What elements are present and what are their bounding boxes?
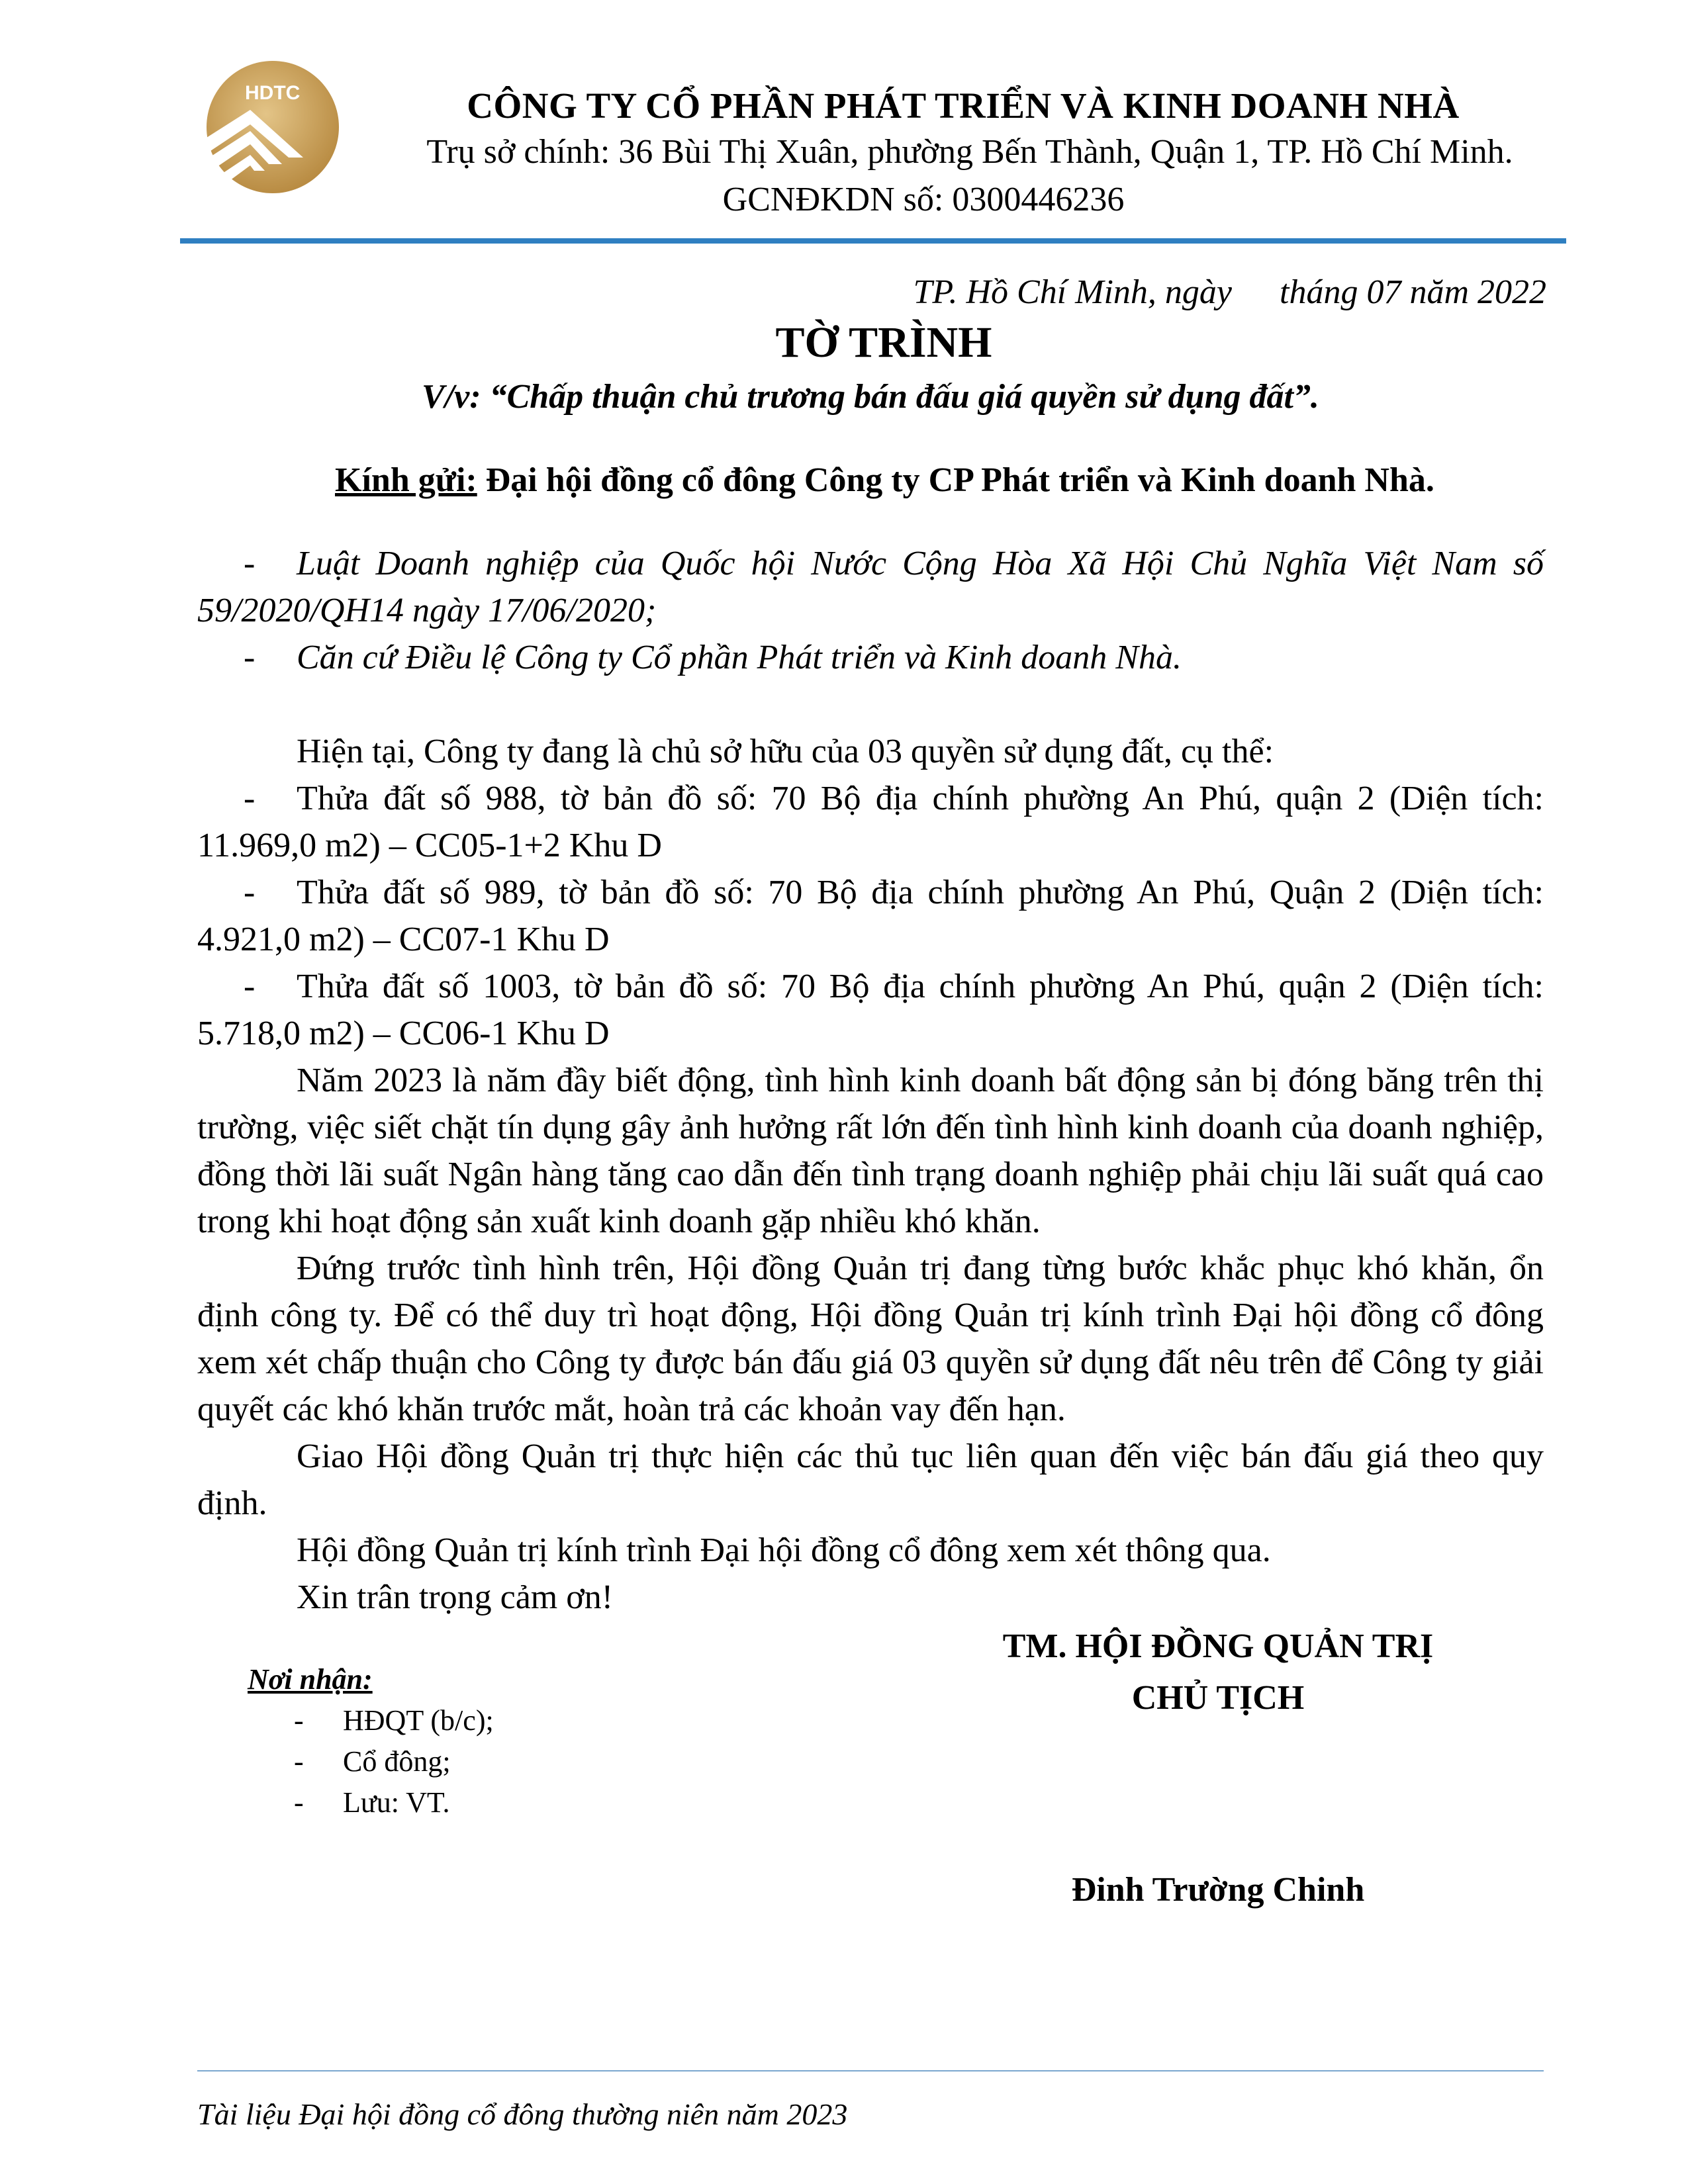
recipient-label: Kính gửi:: [335, 461, 477, 499]
closing-paragraph: Xin trân trọng cảm ơn!: [297, 1578, 614, 1616]
recipients-title: Nơi nhận:: [248, 1663, 373, 1696]
company-name: CÔNG TY CỔ PHẦN PHÁT TRIỂN VÀ KINH DOANH NHÀ: [467, 85, 1460, 126]
body-paragraph: Hội đồng Quản trị kính trình Đại hội đồng cổ đông xem xét thông qua.: [297, 1531, 1271, 1569]
date-month-year: tháng 07 năm 2022: [1280, 273, 1546, 311]
signature-position: CHỦ TỊCH: [1131, 1679, 1305, 1717]
legal-basis-item: - Căn cứ Điều lệ Công ty Cổ phần Phát triển và Kinh doanh Nhà.: [244, 639, 1182, 676]
header-divider: [180, 238, 1566, 244]
signature-org: TM. HỘI ĐỒNG QUẢN TRỊ: [1002, 1627, 1434, 1665]
signature-name: Đinh Trường Chinh: [1071, 1871, 1365, 1909]
document-title: TỜ TRÌNH: [775, 318, 992, 367]
date-line: [913, 273, 1546, 312]
body-paragraph: Đứng trước tình hình trên, Hội đồng Quản trị đang từng bước khắc phục khó khăn, ổn định công ty. Để có thể duy trì hoạt động, Hội đồng Quản trị kính trình Đại hội đồng cổ đông xem xét chấp thuận cho Công ty được bán đấu giá 03 quyền sử dụng đất nêu trên để Công ty giải quyết các khó khăn trước mắt, hoàn trả các khoản vay đến hạn.: [197, 1250, 1544, 1428]
company-logo: [204, 58, 342, 196]
body-paragraph: Giao Hội đồng Quản trị thực hiện các thủ tục liên quan đến việc bán đấu giá theo quy định.: [197, 1437, 1544, 1522]
footer-text: Tài liệu Đại hội đồng cổ đông thường niên năm 2023: [197, 2097, 848, 2131]
legal-basis-item: - Luật Doanh nghiệp của Quốc hội Nước Cộng Hòa Xã Hội Chủ Nghĩa Việt Nam số 59/2020/QH14 ngày 17/06/2020;: [197, 545, 1544, 629]
intro-paragraph: Hiện tại, Công ty đang là chủ sở hữu của 03 quyền sử dụng đất, cụ thể:: [297, 733, 1274, 770]
footer-divider: [197, 2070, 1544, 2071]
body-paragraph: Năm 2023 là năm đầy biết động, tình hình kinh doanh bất động sản bị đóng băng trên thị trường, việc siết chặt tín dụng gây ảnh hưởng rất lớn đến tình hình kinh doanh của doanh nghiệp, đồng thời lãi suất Ngân hàng tăng cao dẫn đến tình trạng doanh nghiệp phải chịu lãi suất quá cao trong khi hoạt động sản xuất kinh doanh gặp nhiều khó khăn.: [197, 1062, 1544, 1240]
recipient-value: Đại hội đồng cổ đông Công ty CP Phát triển và Kinh doanh Nhà.: [485, 461, 1434, 499]
land-plot-item: - Thửa đất số 989, tờ bản đồ số: 70 Bộ địa chính phường An Phú, Quận 2 (Diện tích: 4.921,0 m2) – CC07-1 Khu D: [197, 874, 1544, 958]
date-place: TP. Hồ Chí Minh, ngày: [913, 273, 1232, 311]
recipient-line: [335, 461, 1434, 500]
company-address: Trụ sở chính: 36 Bùi Thị Xuân, phường Bến Thành, Quận 1, TP. Hồ Chí Minh.: [426, 133, 1513, 171]
legal-bases: [197, 540, 1544, 681]
land-plot-item: - Thửa đất số 988, tờ bản đồ số: 70 Bộ địa chính phường An Phú, quận 2 (Diện tích: 11.969,0 m2) – CC05-1+2 Khu D: [197, 780, 1544, 864]
recipient-item: - Cổ đông;: [294, 1745, 451, 1778]
document-subject: V/v: “Chấp thuận chủ trương bán đấu giá quyền sử dụng đất”.: [422, 378, 1319, 416]
company-registration: GCNĐKDN số: 0300446236: [722, 181, 1125, 218]
logo-text: HDTC: [245, 82, 301, 104]
land-plot-item: - Thửa đất số 1003, tờ bản đồ số: 70 Bộ địa chính phường An Phú, quận 2 (Diện tích: 5.718,0 m2) – CC06-1 Khu D: [197, 968, 1544, 1052]
recipient-item: - HĐQT (b/c);: [294, 1704, 494, 1737]
recipient-item: - Lưu: VT.: [294, 1786, 450, 1819]
document-body: [197, 728, 1544, 1621]
